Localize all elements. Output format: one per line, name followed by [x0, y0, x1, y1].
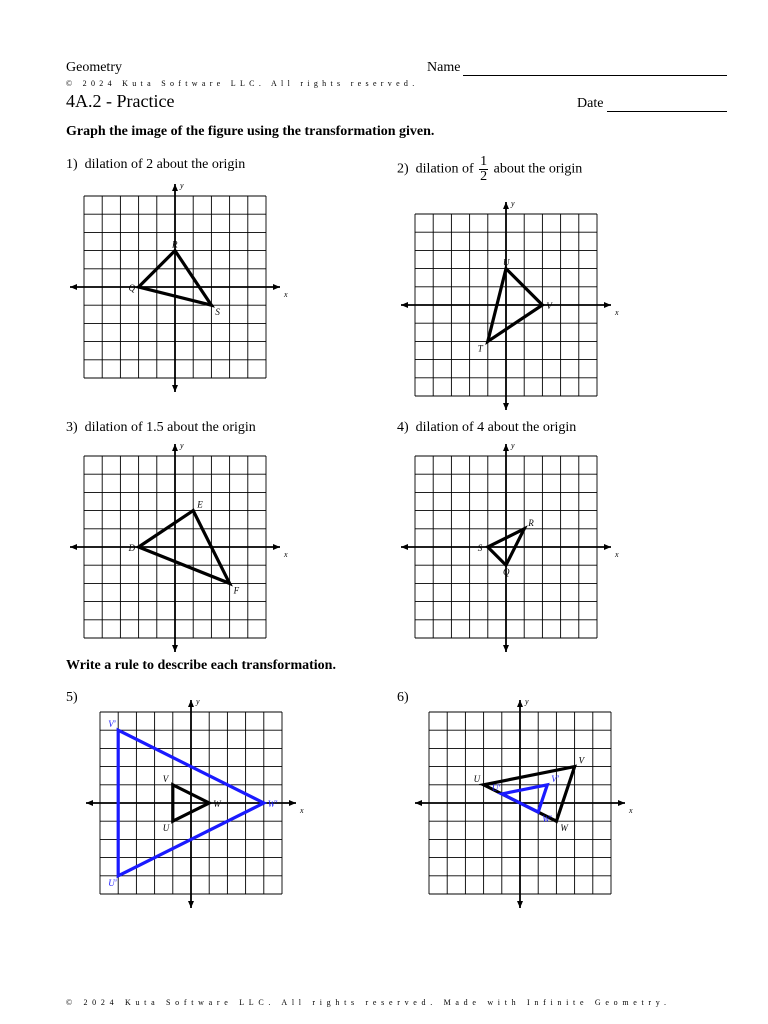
problem-text-before: dilation of [415, 161, 474, 177]
graph-problem-2[interactable] [397, 199, 619, 418]
graph-problem-1[interactable] [66, 181, 288, 400]
y-axis-arrow-down [172, 645, 178, 652]
vertex-label: W' [542, 814, 552, 825]
problem-2-prompt [397, 155, 582, 184]
x-axis-arrow-left [70, 544, 77, 550]
x-axis-arrow-right [604, 302, 611, 308]
instruction-rule: Write a rule to describe each transformation. [66, 658, 336, 673]
vertex-label: Q [503, 567, 510, 578]
x-axis-label: x [615, 308, 619, 317]
x-axis-label: x [284, 550, 288, 559]
y-axis-arrow-down [188, 901, 194, 908]
x-axis-label: x [300, 806, 304, 815]
problem-1-prompt [66, 157, 245, 173]
y-axis-arrow-up [503, 444, 509, 451]
y-axis-label: y [511, 199, 515, 208]
x-axis-arrow-right [618, 800, 625, 806]
problem-text: dilation of 2 about the origin [84, 157, 246, 172]
problem-5-prompt [66, 690, 78, 706]
y-axis-label: y [180, 441, 184, 450]
date-label: Date [577, 96, 604, 111]
copyright-footer: © 2024 Kuta Software LLC. All rights reserved. Made with Infinite Geometry. [66, 998, 671, 1007]
fraction-denominator: 2 [480, 169, 488, 184]
vertex-label: U [162, 823, 170, 834]
x-axis-arrow-left [70, 284, 77, 290]
vertex-label: V [546, 301, 552, 311]
y-axis-arrow-down [172, 385, 178, 392]
worksheet-title: 4A.2 - Practice [66, 91, 175, 111]
fraction-numerator: 1 [480, 154, 488, 169]
name-field-line[interactable] [463, 75, 727, 76]
vertex-label: W [560, 823, 568, 834]
problem-number: 4) [397, 420, 409, 435]
vertex-label: W [213, 799, 221, 809]
x-axis-arrow-left [401, 302, 408, 308]
y-axis-label: y [180, 181, 184, 190]
problem-text: dilation of 1.5 about the origin [84, 420, 256, 435]
vertex-label: U [473, 773, 481, 784]
copyright-header: © 2024 Kuta Software LLC. All rights reserved. [66, 79, 419, 88]
x-axis-arrow-left [401, 544, 408, 550]
y-axis-arrow-down [503, 403, 509, 410]
vertex-label: F [233, 585, 240, 596]
graph-problem-4[interactable] [397, 441, 619, 660]
graph-problem-5[interactable] [82, 697, 304, 916]
vertex-label: Q [128, 283, 136, 293]
x-axis-arrow-right [273, 544, 280, 550]
instruction-graph: Graph the image of the figure using the transformation given. [66, 124, 435, 139]
y-axis-arrow-up [503, 202, 509, 209]
problem-6-prompt [397, 690, 409, 706]
problem-number: 2) [397, 161, 409, 177]
problem-text: dilation of 4 about the origin [415, 420, 577, 435]
vertex-label: U [503, 257, 510, 268]
vertex-label: R [172, 239, 178, 250]
vertex-label: R [528, 517, 534, 528]
date-field-line[interactable] [607, 111, 727, 112]
problem-number: 3) [66, 420, 78, 435]
y-axis-label: y [525, 697, 529, 706]
course-name: Geometry [66, 60, 122, 75]
x-axis-arrow-right [289, 800, 296, 806]
x-axis-label: x [615, 550, 619, 559]
image-triangle [502, 785, 548, 812]
y-axis-arrow-up [172, 444, 178, 451]
x-axis-arrow-left [415, 800, 422, 806]
x-axis-label: x [284, 290, 288, 299]
vertex-label: V [162, 773, 169, 784]
problem-4-prompt [397, 420, 576, 436]
problem-3-prompt [66, 420, 256, 436]
vertex-label: D [128, 543, 136, 553]
vertex-label: V [578, 755, 585, 766]
problem-number: 1) [66, 157, 78, 172]
y-axis-arrow-up [517, 700, 523, 707]
vertex-label: S [215, 307, 220, 318]
fraction [479, 155, 488, 184]
y-axis-label: y [511, 441, 515, 450]
problem-number: 6) [397, 690, 409, 705]
vertex-label: W' [267, 799, 278, 809]
vertex-label: S [477, 543, 483, 553]
y-axis-arrow-down [517, 901, 523, 908]
y-axis-arrow-down [503, 645, 509, 652]
name-label: Name [427, 60, 461, 75]
problem-text-after: about the origin [493, 161, 583, 177]
x-axis-arrow-right [604, 544, 611, 550]
problem-number: 5) [66, 690, 78, 705]
vertex-label: U' [491, 782, 501, 793]
y-axis-label: y [196, 697, 200, 706]
x-axis-label: x [629, 806, 633, 815]
vertex-label: V' [108, 719, 116, 730]
vertex-label: T [477, 343, 483, 354]
graph-problem-6[interactable] [411, 697, 633, 916]
y-axis-arrow-up [188, 700, 194, 707]
y-axis-arrow-up [172, 184, 178, 191]
vertex-label: E [197, 499, 203, 510]
graph-problem-3[interactable] [66, 441, 288, 660]
vertex-label: U' [108, 877, 117, 888]
vertex-label: V' [551, 773, 559, 784]
pre-image-triangle [484, 767, 575, 825]
x-axis-arrow-left [86, 800, 93, 806]
x-axis-arrow-right [273, 284, 280, 290]
